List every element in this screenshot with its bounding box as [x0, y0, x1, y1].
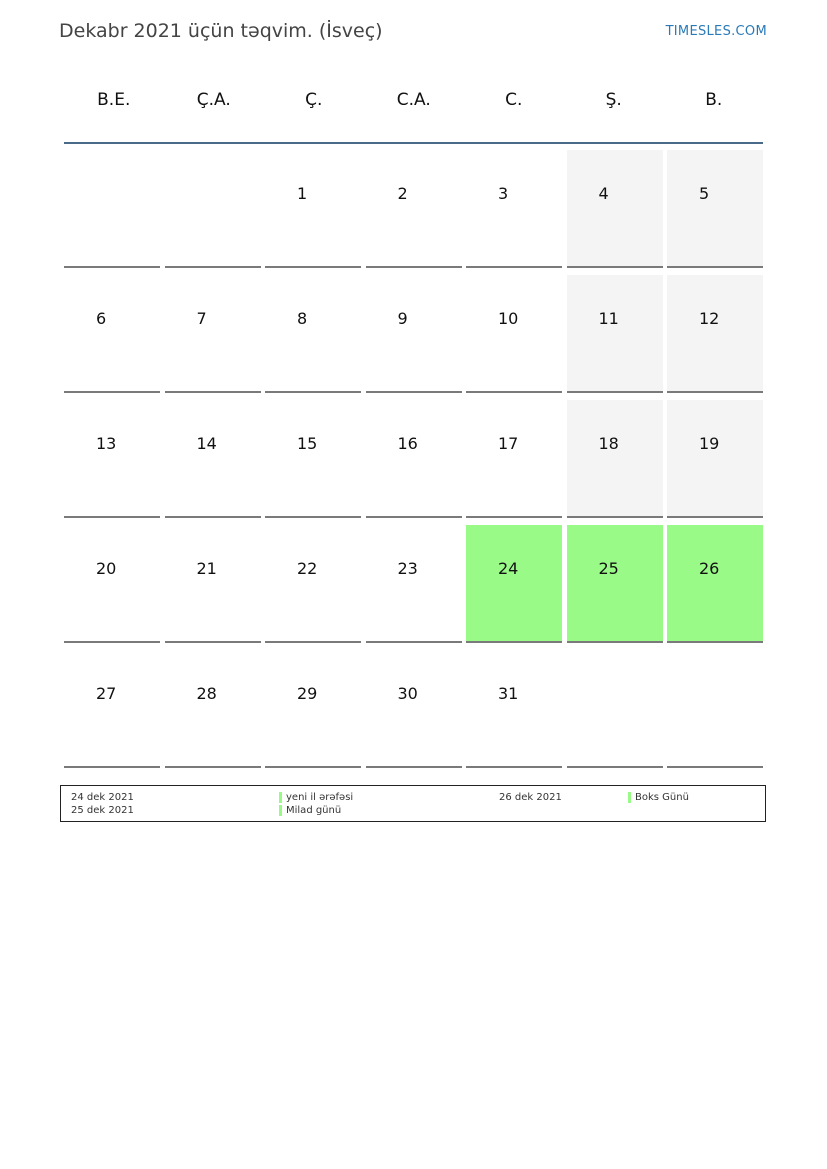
day-cell[interactable]: [265, 275, 361, 393]
day-cell[interactable]: [466, 525, 562, 643]
day-cell[interactable]: [667, 275, 763, 393]
day-cell[interactable]: [567, 525, 663, 643]
day-cell[interactable]: [567, 400, 663, 518]
day-number: 12: [699, 309, 720, 328]
day-cell[interactable]: [265, 400, 361, 518]
weekday-header: [64, 90, 764, 110]
day-cell[interactable]: [64, 525, 160, 643]
day-number: 16: [397, 434, 418, 453]
day-number: 1: [297, 184, 308, 203]
legend-color-marker: [628, 792, 631, 803]
day-number: 5: [699, 184, 710, 203]
day-number: 10: [498, 309, 519, 328]
empty-day-cell: [64, 150, 160, 268]
weekday-label: B.: [705, 90, 723, 110]
day-number: 22: [297, 559, 318, 578]
empty-day-cell: [165, 150, 261, 268]
day-cell[interactable]: [667, 150, 763, 268]
day-number: 29: [297, 684, 318, 703]
day-number: 13: [96, 434, 117, 453]
brand-link[interactable]: TIMESLES.COM: [665, 24, 767, 39]
day-number: 27: [96, 684, 117, 703]
day-number: 14: [196, 434, 217, 453]
day-cell[interactable]: [366, 150, 462, 268]
day-number: 2: [397, 184, 408, 203]
day-cell[interactable]: [165, 650, 261, 768]
day-cell[interactable]: [165, 525, 261, 643]
day-number: 20: [96, 559, 117, 578]
day-cell[interactable]: [366, 525, 462, 643]
day-cell[interactable]: [567, 150, 663, 268]
day-cell[interactable]: [64, 400, 160, 518]
day-number: 19: [699, 434, 720, 453]
day-cell[interactable]: [265, 650, 361, 768]
day-number: 26: [699, 559, 720, 578]
day-number: 30: [397, 684, 418, 703]
legend-holiday-name: Milad günü: [286, 805, 342, 816]
weekday-label: C.A.: [396, 90, 431, 110]
day-number: 24: [498, 559, 519, 578]
day-number: 25: [598, 559, 619, 578]
legend-date: 24 dek 2021: [71, 792, 134, 803]
day-cell[interactable]: [567, 275, 663, 393]
day-number: 11: [598, 309, 619, 328]
day-number: 7: [196, 309, 207, 328]
page-title: Dekabr 2021 üçün təqvim. (İsveç): [59, 20, 383, 42]
weekday-label: Ş.: [605, 90, 622, 110]
day-number: 23: [397, 559, 418, 578]
day-cell[interactable]: [64, 275, 160, 393]
weekday-divider: [64, 142, 763, 144]
day-number: 6: [96, 309, 107, 328]
day-number: 4: [598, 184, 609, 203]
day-cell[interactable]: [165, 400, 261, 518]
day-cell[interactable]: [165, 275, 261, 393]
day-number: 9: [397, 309, 408, 328]
day-cell[interactable]: [366, 650, 462, 768]
weekday-label: B.E.: [97, 90, 131, 110]
day-cell[interactable]: [64, 650, 160, 768]
day-cell[interactable]: [265, 150, 361, 268]
day-cell[interactable]: [667, 525, 763, 643]
day-cell[interactable]: [466, 650, 562, 768]
empty-day-cell: [567, 650, 663, 768]
day-number: 15: [297, 434, 318, 453]
day-cell[interactable]: [466, 400, 562, 518]
holiday-legend: [60, 785, 766, 822]
weekday-label: Ç.A.: [196, 90, 231, 110]
calendar-grid: [64, 150, 764, 770]
legend-color-marker: [279, 805, 282, 816]
day-number: 17: [498, 434, 519, 453]
weekday-label: Ç.: [305, 90, 323, 110]
day-number: 18: [598, 434, 619, 453]
day-cell[interactable]: [667, 400, 763, 518]
legend-color-marker: [279, 792, 282, 803]
weekday-label: C.: [505, 90, 523, 110]
day-number: 28: [196, 684, 217, 703]
day-number: 21: [196, 559, 217, 578]
day-cell[interactable]: [366, 400, 462, 518]
day-number: 31: [498, 684, 519, 703]
day-number: 8: [297, 309, 308, 328]
day-cell[interactable]: [466, 150, 562, 268]
day-number: 3: [498, 184, 509, 203]
empty-day-cell: [667, 650, 763, 768]
day-cell[interactable]: [466, 275, 562, 393]
day-cell[interactable]: [366, 275, 462, 393]
legend-date: 25 dek 2021: [71, 805, 134, 816]
legend-holiday-name: yeni il ərəfəsi: [286, 792, 354, 803]
day-cell[interactable]: [265, 525, 361, 643]
legend-date: 26 dek 2021: [499, 792, 562, 803]
legend-holiday-name: Boks Günü: [635, 792, 689, 803]
